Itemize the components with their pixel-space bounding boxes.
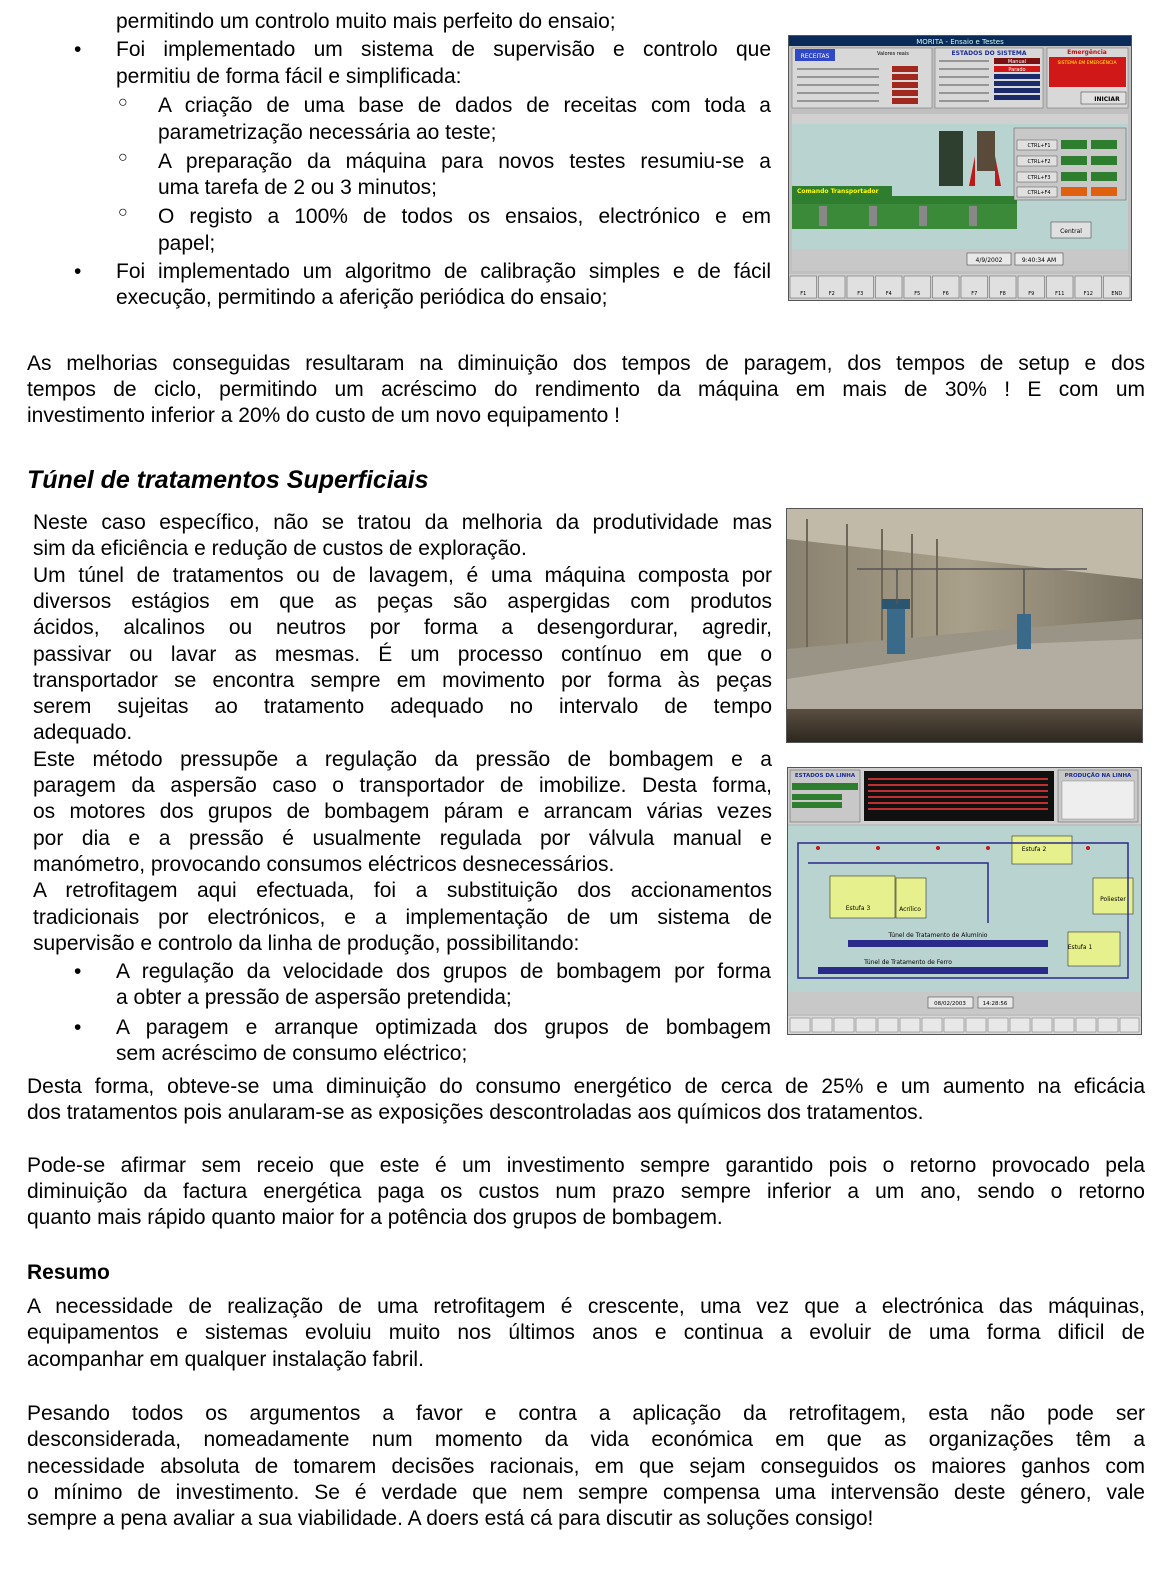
sistema-emergencia-label: SISTEMA EM EMERGÊNCIA — [1057, 61, 1117, 66]
bullet-text: sem acréscimo de consumo eléctrico; — [116, 1042, 468, 1065]
paragraph-line: sim da eficiência e redução de custos de exploração. — [33, 537, 527, 561]
summary-heading: Resumo — [27, 1261, 110, 1284]
fig3-time: 14:28:56 — [982, 1001, 1008, 1007]
bullet: • — [74, 960, 82, 983]
sub-bullet-text: A preparação da máquina para novos testes resumiu-se a — [158, 150, 771, 173]
function-key-label: F1 — [800, 291, 807, 297]
date-display: 4/9/2002 — [975, 257, 1003, 264]
bullet-text: A regulação da velocidade dos grupos de bombagem por forma — [116, 960, 771, 983]
paragraph-line: Um túnel de tratamentos ou de lavagem, é uma máquina composta por — [33, 563, 772, 587]
estufa1-label: Estufa 1 — [1067, 944, 1093, 951]
ctrl-f3: CTRL+F3 — [1027, 175, 1051, 181]
sub-bullet-text: papel; — [158, 232, 216, 255]
central-button: Central — [1060, 228, 1082, 235]
function-key-label: F12 — [1083, 291, 1093, 297]
sub-bullet: ○ — [118, 149, 128, 166]
paragraph-line: Pode-se afirmar sem receio que este é um investimento sempre garantido pois o retorno provocado pela — [27, 1154, 1145, 1177]
paragraph-line: Pesando todos os argumentos a favor e contra a aplicação da retrofitagem, esta não pode ser — [27, 1402, 1145, 1425]
paragraph-line: manómetro, provocando consumos eléctricos desnecessários. — [33, 852, 615, 876]
ctrl-f2: CTRL+F2 — [1027, 159, 1051, 165]
function-key-label: F6 — [942, 291, 949, 297]
paragraph-line: adequado. — [33, 721, 133, 745]
bullet: • — [74, 1016, 82, 1039]
tunel-aluminio-label: Túnel de Tratamento de Alumínio — [888, 932, 988, 939]
function-key-label: F3 — [857, 291, 864, 297]
sub-bullet-text: uma tarefa de 2 ou 3 minutos; — [158, 176, 437, 199]
valores-reais-label: Valores reais — [877, 51, 909, 57]
paragraph-line: acompanhar em qualquer instalação fabril. — [27, 1348, 424, 1371]
acrilico-label: Acrílico — [899, 906, 921, 913]
function-key-label: F11 — [1055, 291, 1065, 297]
bullet-text: permitiu de forma fácil e simplificada: — [116, 65, 462, 88]
paragraph-line: diminuição da factura energética paga os custos num prazo sempre inferior a um ano, sendo o retorno — [27, 1180, 1145, 1203]
line-supervision-screenshot — [787, 767, 1142, 1035]
paragraph-line: quanto mais rápido quanto maior for a potência dos grupos de bombagem. — [27, 1206, 723, 1229]
paragraph-line: por dia e a pressão é usualmente regulada por válvula manual e — [33, 826, 772, 850]
figure1-title: MORITA - Ensaio e Testes — [916, 38, 1004, 46]
bullet-text: a obter a pressão de aspersão pretendida; — [116, 986, 512, 1009]
paragraph-line: o mínimo de investimento. Se é verdade que nem sempre compensa uma intervensão deste género, vale — [27, 1481, 1145, 1504]
comando-transportador-label: Comando Transportador — [797, 188, 879, 195]
producao-linha-label: PRODUÇÃO NA LINHA — [1064, 773, 1132, 779]
function-key-label: F7 — [971, 291, 978, 297]
fig3-date: 08/02/2003 — [934, 1001, 966, 1007]
tunel-ferro-label: Túnel de Tratamento de Ferro — [864, 959, 952, 966]
scada-test-drawing — [789, 36, 1131, 300]
section-heading: Túnel de tratamentos Superficiais — [27, 466, 429, 494]
paragraph-line: Neste caso específico, não se tratou da melhoria da produtividade mas — [33, 511, 772, 534]
bullet: • — [74, 38, 82, 61]
time-display: 9:40:34 AM — [1021, 257, 1057, 264]
bullet-text: execução, permitindo a aferição periódica do ensaio; — [116, 286, 608, 309]
paragraph-line: diversos estágios em que as peças são aspergidas com produtos — [33, 589, 772, 613]
scada-test-screenshot — [788, 35, 1132, 301]
poliester-label: Poliester — [1100, 896, 1126, 903]
text-line: permitindo um controlo muito mais perfeito do ensaio; — [116, 10, 616, 33]
sub-bullet-text: parametrização necessária ao teste; — [158, 121, 497, 144]
paragraph-line: ácidos, alcalinos ou neutros por forma a desengordurar, agredir, — [33, 616, 772, 640]
paragraph-line: A retrofitagem aqui efectuada, foi a substituição dos accionamentos — [33, 879, 772, 903]
paragraph-line: os motores dos grupos de bombagem páram e arrancam várias vezes — [33, 800, 772, 824]
ctrl-f4: CTRL+F4 — [1027, 190, 1051, 196]
paragraph-line: sempre a pena avaliar a sua viabilidade. A doers está cá para discutir as soluções consigo! — [27, 1507, 874, 1530]
estados-label: ESTADOS DO SISTEMA — [951, 50, 1027, 57]
paragraph-line: serem sujeitas ao tratamento adequado no intervalo de tempo — [33, 695, 772, 719]
bullet-text: Foi implementado um algoritmo de calibração simples e de fácil — [116, 260, 771, 283]
paragraph-line: A necessidade de realização de uma retrofitagem é crescente, uma vez que a electrónica das máquinas, — [27, 1295, 1145, 1318]
paragraph-line: investimento inferior a 20% do custo de um novo equipamento ! — [27, 404, 621, 427]
paragraph-line: As melhorias conseguidas resultaram na diminuição dos tempos de paragem, dos tempos de setup e dos — [27, 352, 1145, 375]
function-key-label: END — [1111, 291, 1123, 297]
bullet: • — [74, 260, 82, 283]
paragraph-line: tempos de ciclo, permitindo um acréscimo do rendimento da máquina em mais de 30% ! E com um — [27, 378, 1145, 401]
receitas-label: RECEITAS — [800, 53, 830, 60]
paragraph-line: Desta forma, obteve-se uma diminuição do consumo energético de cerca de 25% e um aumento na eficácia — [27, 1075, 1145, 1098]
paragraph-line: desconsiderada, nomeadamente num momento da vida económica em que as organizações têm a — [27, 1428, 1145, 1451]
parado-value: Parado — [1008, 67, 1026, 73]
bullet-text: Foi implementado um sistema de supervisão e controlo que — [116, 38, 771, 61]
paragraph-line: equipamentos e sistemas evoluiu muito nos últimos anos e continua a evoluir de uma forma dificil de — [27, 1321, 1145, 1344]
function-key-label: F2 — [828, 291, 835, 297]
estufa3-label: Estufa 3 — [845, 905, 871, 912]
sub-bullet: ○ — [118, 94, 128, 111]
function-key-label: F8 — [999, 291, 1006, 297]
line-supervision-drawing — [788, 768, 1141, 1034]
iniciar-button: INICIAR — [1094, 96, 1120, 103]
paragraph-line: Este método pressupõe a regulação da pressão de bombagem e a — [33, 747, 772, 771]
tunnel-photo — [786, 508, 1143, 743]
emergencia-label: Emergência — [1067, 49, 1107, 56]
estados-linha-label: ESTADOS DA LINHA — [794, 773, 856, 779]
tunnel-photo-drawing — [787, 509, 1142, 742]
paragraph-line: passivar ou lavar as mesmas. É um processo contínuo em que o — [33, 642, 772, 666]
ctrl-f1: CTRL+F1 — [1027, 143, 1051, 149]
sub-bullet-text: O registo a 100% de todos os ensaios, electrónico e em — [158, 205, 771, 228]
paragraph-line: necessidade absoluta de tomarem decisões racionais, em que sejam conseguidos os maiores ganhos com — [27, 1455, 1145, 1478]
function-key-label: F9 — [1028, 291, 1035, 297]
paragraph-line: paragem da aspersão caso o transportador de imobilize. Desta forma, — [33, 774, 772, 797]
paragraph-line: tradicionais por electrónicos, e a implementação de um sistema de — [33, 905, 772, 929]
sub-bullet-text: A criação de uma base de dados de receitas com toda a — [158, 94, 771, 117]
estufa2-label: Estufa 2 — [1021, 846, 1047, 853]
function-key-label: F5 — [914, 291, 921, 297]
bullet-text: A paragem e arranque optimizada dos grupos de bombagem — [116, 1016, 771, 1039]
sub-bullet: ○ — [118, 204, 128, 221]
manual-value: Manual — [1007, 59, 1027, 65]
paragraph-line: transportador se encontra sempre em movimento por forma às peças — [33, 668, 772, 692]
paragraph-line: supervisão e controlo da linha de produção, possibilitando: — [33, 931, 580, 955]
function-key-label: F4 — [885, 291, 892, 297]
paragraph-line: dos tratamentos pois anularam-se as exposições descontroladas aos químicos dos tratamentos. — [27, 1101, 924, 1124]
